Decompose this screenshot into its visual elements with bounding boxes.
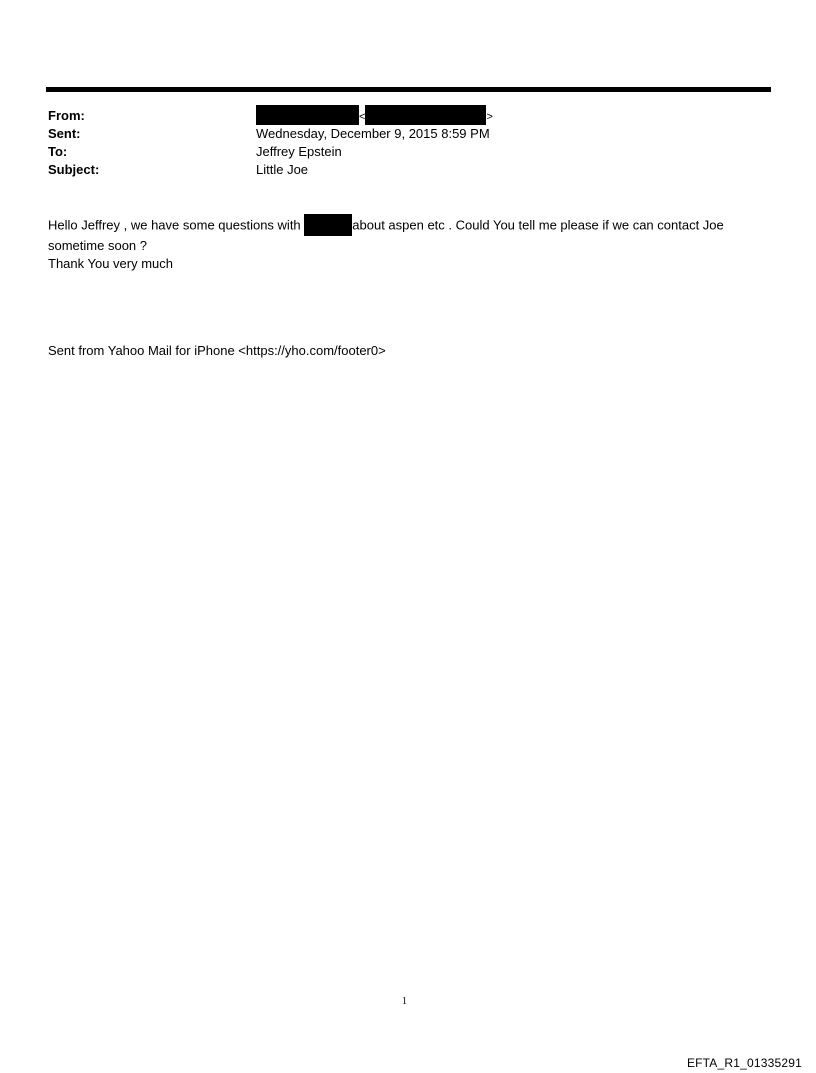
document-id: EFTA_R1_01335291 bbox=[686, 1056, 802, 1070]
email-signature: Sent from Yahoo Mail for iPhone <https://yho.com/footer0> bbox=[48, 343, 386, 358]
redacted-sender-email bbox=[365, 105, 486, 125]
sent-label: Sent: bbox=[48, 126, 81, 141]
body-line-1-end: about aspen etc . Could You tell me please if we can contact Joe bbox=[352, 217, 724, 233]
from-label: From: bbox=[48, 108, 85, 123]
from-open-bracket: < bbox=[359, 111, 366, 123]
from-value bbox=[256, 107, 493, 127]
to-label: To: bbox=[48, 144, 68, 159]
subject-label: Subject: bbox=[48, 162, 100, 177]
body-line-1-start: Hello Jeffrey , we have some questions with bbox=[48, 217, 305, 233]
from-close-bracket: > bbox=[486, 111, 493, 123]
body-line-3: Thank You very much bbox=[48, 256, 174, 271]
email-body bbox=[48, 215, 768, 273]
to-value: Jeffrey Epstein bbox=[256, 144, 342, 159]
subject-row bbox=[48, 161, 768, 179]
redacted-name-inline bbox=[304, 214, 352, 236]
sent-row bbox=[48, 125, 768, 143]
email-header bbox=[48, 107, 768, 179]
body-line-1 bbox=[48, 215, 768, 237]
from-row bbox=[48, 107, 768, 125]
sent-value: Wednesday, December 9, 2015 8:59 PM bbox=[256, 126, 490, 141]
page-number: 1 bbox=[402, 996, 407, 1007]
header-divider bbox=[46, 87, 771, 92]
redacted-sender-name bbox=[256, 105, 359, 125]
subject-value: Little Joe bbox=[256, 162, 309, 177]
to-row bbox=[48, 143, 768, 161]
body-line-2: sometime soon ? bbox=[48, 238, 147, 253]
